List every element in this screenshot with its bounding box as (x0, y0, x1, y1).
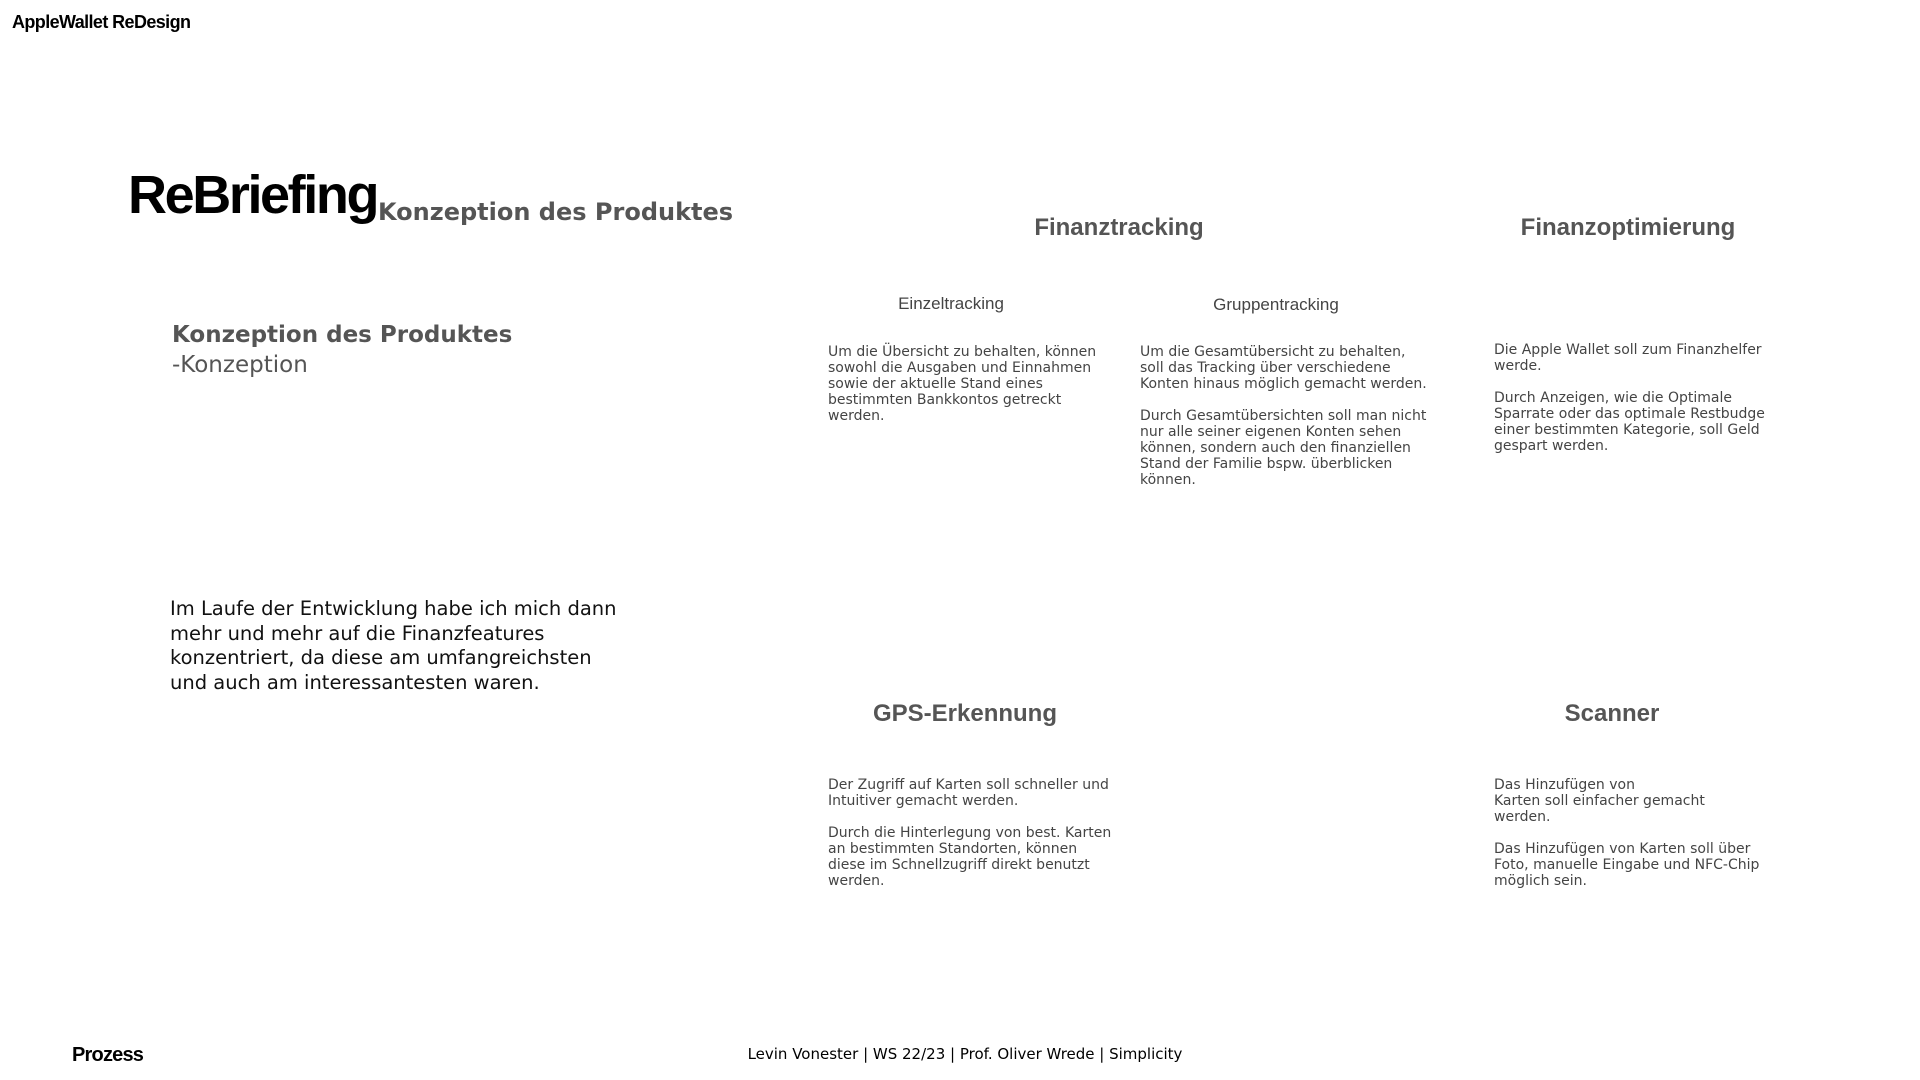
feature-desc-finanzoptimierung (1494, 342, 1784, 454)
desc-paragraph: Durch die Hinterlegung von best. Karten an bestimmten Standorten, können diese im Schnellzugriff direkt benutzt werden. (828, 825, 1112, 889)
subfeature-title-einzeltracking: Einzeltracking (898, 294, 1004, 313)
section-heading-title: Konzeption des Produktes (172, 322, 513, 348)
section-heading-subtitle: -Konzeption (172, 352, 308, 378)
feature-title-finanztracking: Finanztracking (1034, 214, 1204, 241)
feature-desc-scanner (1494, 777, 1784, 889)
desc-paragraph: Durch Anzeigen, wie die Optimale Sparrate oder das optimale Restbudge einer bestimmten Kategorie, soll Geld gespart werden. (1494, 390, 1765, 454)
feature-title-gps-erkennung: GPS-Erkennung (872, 700, 1058, 727)
desc-paragraph: Das Hinzufügen von Karten soll über Foto, manuelle Eingabe und NFC-Chip möglich sein. (1494, 841, 1760, 889)
subfeature-desc-einzeltracking (828, 344, 1118, 424)
feature-title-finanzoptimierung: Finanzoptimierung (1520, 214, 1736, 241)
desc-paragraph: Durch Gesamtübersichten soll man nicht nur alle seiner eigenen Konten sehen können, sondern auch den finanziellen Stand der Familie bspw. überblicken können. (1140, 408, 1427, 488)
feature-desc-gps-erkennung (828, 777, 1128, 889)
subfeature-title-gruppentracking: Gruppentracking (1213, 295, 1339, 314)
desc-paragraph: Der Zugriff auf Karten soll schneller und Intuitiver gemacht werden. (828, 777, 1109, 809)
footer-section-label: Prozess (72, 1044, 144, 1066)
desc-paragraph: Um die Gesamtübersicht zu behalten, soll das Tracking über verschiedene Konten hinaus möglich gemacht werden. (1140, 344, 1427, 392)
footer-credits: Levin Vonester | WS 22/23 | Prof. Oliver Wrede | Simplicity (747, 1045, 1183, 1063)
section-heading (172, 320, 512, 380)
intro-text: Im Laufe der Entwicklung habe ich mich dann mehr und mehr auf die Finanzfeatures konzentriert, da diese am umfangreichsten und auch am interessantesten waren. (170, 597, 617, 694)
desc-paragraph: Um die Übersicht zu behalten, können sowohl die Ausgaben und Einnahmen sowie der aktuelle Stand eines bestimmten Bankkontos getreckt werden. (828, 344, 1097, 424)
page-subtitle: Konzeption des Produktes (378, 198, 734, 226)
page-title: ReBriefing (128, 165, 378, 225)
header-title: AppleWallet ReDesign (12, 12, 191, 32)
feature-title-scanner: Scanner (1564, 700, 1660, 727)
desc-paragraph: Die Apple Wallet soll zum Finanzhelfer werde. (1494, 342, 1762, 374)
subfeature-desc-gruppentracking (1140, 344, 1440, 488)
desc-paragraph: Das Hinzufügen von Karten soll einfacher gemacht werden. (1494, 777, 1705, 825)
